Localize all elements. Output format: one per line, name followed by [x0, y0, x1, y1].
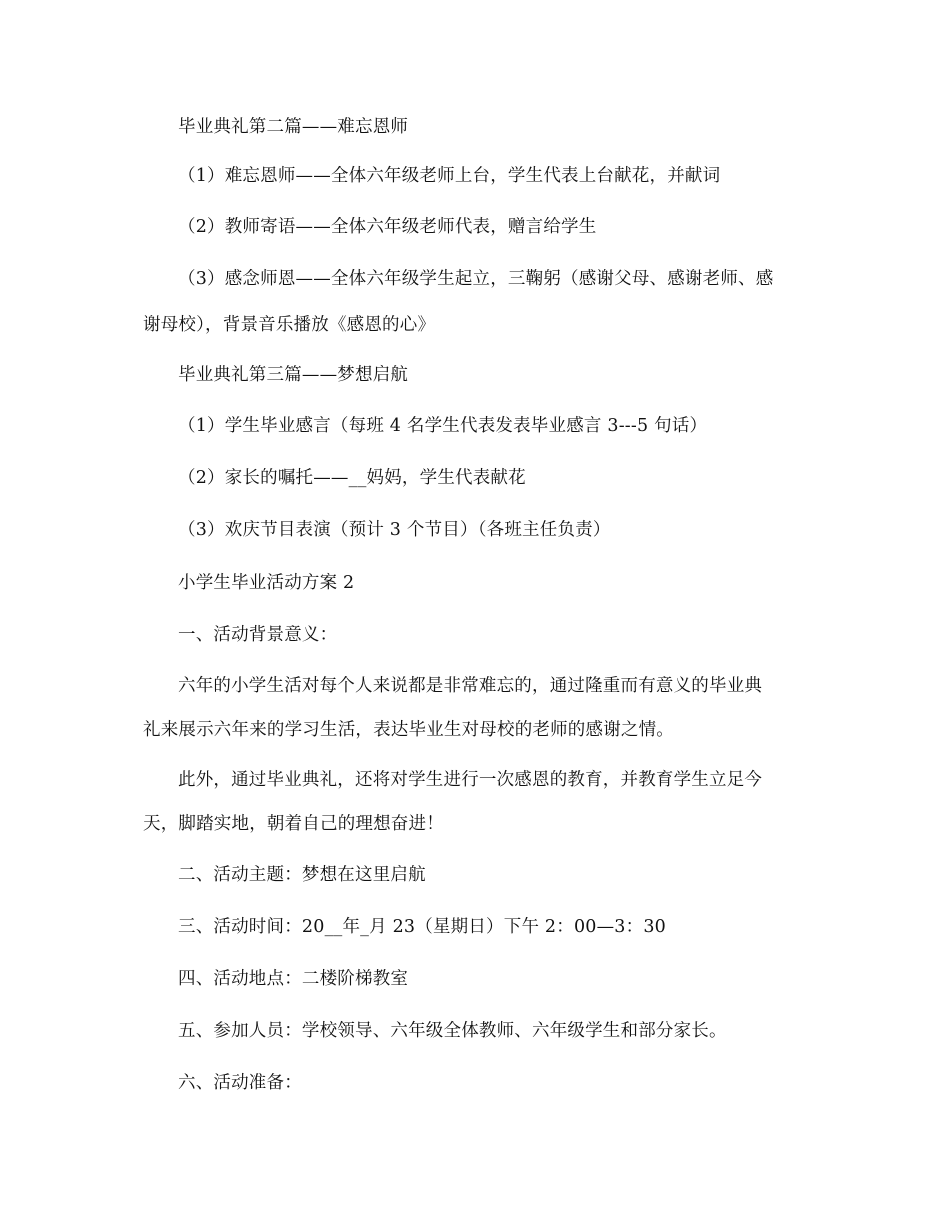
paragraph-line: 礼来展示六年来的学习生活，表达毕业生对母校的老师的感谢之情。 — [143, 720, 674, 740]
list-item: （3）欢庆节目表演（预计 3 个节目）（各班主任负责） — [178, 520, 611, 540]
section-heading-time: 三、活动时间：20__年_月 23（星期日）下午 2：00—3：30 — [178, 917, 667, 937]
list-item: （1）学生毕业感言（每班 4 名学生代表发表毕业感言 3---5 句话） — [178, 416, 708, 436]
section-heading-part-three: 毕业典礼第三篇——梦想启航 — [178, 365, 409, 385]
section-heading-part-two: 毕业典礼第二篇——难忘恩师 — [178, 117, 409, 137]
list-item: （3）感念师恩——全体六年级学生起立，三鞠躬（感谢父母、感谢老师、感 — [178, 269, 774, 289]
section-heading-background: 一、活动背景意义： — [178, 625, 338, 645]
list-item: （2）家长的嘱托——__妈妈，学生代表献花 — [178, 468, 526, 488]
section-heading-participants: 五、参加人员：学校领导、六年级全体教师、六年级学生和部分家长。 — [178, 1021, 727, 1041]
paragraph-line: 天，脚踏实地，朝着自己的理想奋进！ — [143, 814, 444, 834]
plan-title: 小学生毕业活动方案 2 — [178, 573, 355, 593]
paragraph-line: 此外，通过毕业典礼，还将对学生进行一次感恩的教育，并教育学生立足今 — [178, 770, 763, 790]
section-heading-location: 四、活动地点：二楼阶梯教室 — [178, 969, 409, 989]
section-heading-theme: 二、活动主题：梦想在这里启航 — [178, 865, 426, 885]
section-heading-preparation: 六、活动准备： — [178, 1073, 302, 1093]
paragraph-line: 六年的小学生活对每个人来说都是非常难忘的，通过隆重而有意义的毕业典 — [178, 676, 763, 696]
list-item: （1）难忘恩师——全体六年级老师上台，学生代表上台献花，并献词 — [178, 166, 721, 186]
list-item-continuation: 谢母校），背景音乐播放《感恩的心》 — [143, 315, 436, 335]
list-item: （2）教师寄语——全体六年级老师代表，赠言给学生 — [178, 217, 597, 237]
